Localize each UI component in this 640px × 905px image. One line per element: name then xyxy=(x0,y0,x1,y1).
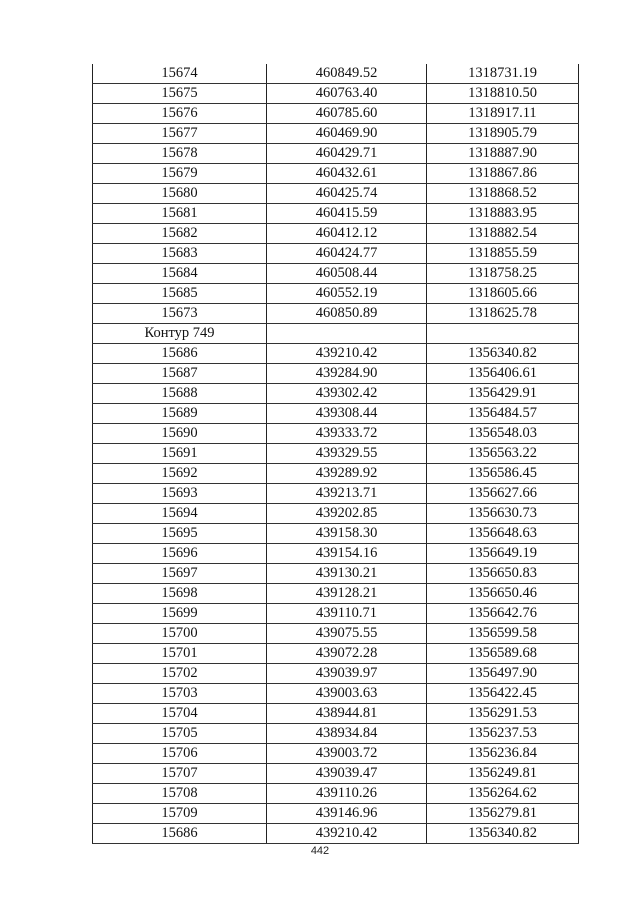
x-coordinate-cell: 460429.71 xyxy=(267,144,427,164)
y-coordinate-cell: 1356589.68 xyxy=(427,644,579,664)
y-coordinate-cell: 1318605.66 xyxy=(427,284,579,304)
contour-header-row xyxy=(93,324,579,344)
point-number-cell: 15682 xyxy=(93,224,267,244)
table-row xyxy=(93,204,579,224)
y-coordinate-cell: 1318917.11 xyxy=(427,104,579,124)
point-number-cell: 15706 xyxy=(93,744,267,764)
y-coordinate-cell: 1356291.53 xyxy=(427,704,579,724)
x-coordinate-cell: 439202.85 xyxy=(267,504,427,524)
point-number-cell: 15705 xyxy=(93,724,267,744)
point-number-cell: 15674 xyxy=(93,64,267,84)
y-coordinate-cell: 1356236.84 xyxy=(427,744,579,764)
point-number-cell: 15681 xyxy=(93,204,267,224)
point-number-cell: 15694 xyxy=(93,504,267,524)
table-row xyxy=(93,384,579,404)
table-row xyxy=(93,164,579,184)
y-coordinate-cell: 1356484.57 xyxy=(427,404,579,424)
x-coordinate-cell: 460425.74 xyxy=(267,184,427,204)
table-row xyxy=(93,684,579,704)
x-coordinate-cell: 439213.71 xyxy=(267,484,427,504)
point-number-cell: 15676 xyxy=(93,104,267,124)
x-coordinate-cell: 460415.59 xyxy=(267,204,427,224)
x-coordinate-cell: 460552.19 xyxy=(267,284,427,304)
point-number-cell: 15673 xyxy=(93,304,267,324)
y-coordinate-cell: 1318625.78 xyxy=(427,304,579,324)
x-coordinate-cell: 439154.16 xyxy=(267,544,427,564)
table-row xyxy=(93,484,579,504)
y-coordinate-cell: 1318867.86 xyxy=(427,164,579,184)
point-number-cell: 15690 xyxy=(93,424,267,444)
empty-cell xyxy=(267,324,427,344)
table-row xyxy=(93,264,579,284)
x-coordinate-cell: 460763.40 xyxy=(267,84,427,104)
x-coordinate-cell: 460432.61 xyxy=(267,164,427,184)
point-number-cell: 15679 xyxy=(93,164,267,184)
point-number-cell: 15687 xyxy=(93,364,267,384)
point-number-cell: 15689 xyxy=(93,404,267,424)
coordinates-table-body xyxy=(93,64,579,844)
table-row xyxy=(93,364,579,384)
table-row xyxy=(93,124,579,144)
y-coordinate-cell: 1356429.91 xyxy=(427,384,579,404)
point-number-cell: 15678 xyxy=(93,144,267,164)
table-row xyxy=(93,784,579,804)
table-row xyxy=(93,644,579,664)
y-coordinate-cell: 1356340.82 xyxy=(427,344,579,364)
point-number-cell: 15686 xyxy=(93,344,267,364)
point-number-cell: 15692 xyxy=(93,464,267,484)
point-number-cell: 15698 xyxy=(93,584,267,604)
y-coordinate-cell: 1318887.90 xyxy=(427,144,579,164)
y-coordinate-cell: 1356237.53 xyxy=(427,724,579,744)
y-coordinate-cell: 1356264.62 xyxy=(427,784,579,804)
point-number-cell: 15677 xyxy=(93,124,267,144)
x-coordinate-cell: 439110.71 xyxy=(267,604,427,624)
y-coordinate-cell: 1356279.81 xyxy=(427,804,579,824)
table-row xyxy=(93,104,579,124)
point-number-cell: 15680 xyxy=(93,184,267,204)
y-coordinate-cell: 1356642.76 xyxy=(427,604,579,624)
y-coordinate-cell: 1356406.61 xyxy=(427,364,579,384)
y-coordinate-cell: 1318868.52 xyxy=(427,184,579,204)
y-coordinate-cell: 1356648.63 xyxy=(427,524,579,544)
point-number-cell: 15696 xyxy=(93,544,267,564)
table-row xyxy=(93,184,579,204)
table-row xyxy=(93,144,579,164)
y-coordinate-cell: 1356650.83 xyxy=(427,564,579,584)
table-row xyxy=(93,444,579,464)
table-row xyxy=(93,664,579,684)
table-row xyxy=(93,404,579,424)
contour-label: Контур 749 xyxy=(93,324,267,344)
y-coordinate-cell: 1318855.59 xyxy=(427,244,579,264)
point-number-cell: 15707 xyxy=(93,764,267,784)
x-coordinate-cell: 439039.47 xyxy=(267,764,427,784)
y-coordinate-cell: 1356599.58 xyxy=(427,624,579,644)
point-number-cell: 15701 xyxy=(93,644,267,664)
x-coordinate-cell: 460849.52 xyxy=(267,64,427,84)
x-coordinate-cell: 439003.72 xyxy=(267,744,427,764)
table-row xyxy=(93,304,579,324)
y-coordinate-cell: 1356340.82 xyxy=(427,824,579,844)
point-number-cell: 15709 xyxy=(93,804,267,824)
table-row xyxy=(93,604,579,624)
point-number-cell: 15675 xyxy=(93,84,267,104)
table-row xyxy=(93,824,579,844)
point-number-cell: 15693 xyxy=(93,484,267,504)
x-coordinate-cell: 439158.30 xyxy=(267,524,427,544)
point-number-cell: 15704 xyxy=(93,704,267,724)
empty-cell xyxy=(427,324,579,344)
table-row xyxy=(93,284,579,304)
page-number: 442 xyxy=(310,845,330,857)
table-row xyxy=(93,224,579,244)
x-coordinate-cell: 439333.72 xyxy=(267,424,427,444)
point-number-cell: 15683 xyxy=(93,244,267,264)
table-row xyxy=(93,624,579,644)
x-coordinate-cell: 460508.44 xyxy=(267,264,427,284)
point-number-cell: 15684 xyxy=(93,264,267,284)
x-coordinate-cell: 439210.42 xyxy=(267,824,427,844)
y-coordinate-cell: 1356586.45 xyxy=(427,464,579,484)
table-row xyxy=(93,344,579,364)
table-row xyxy=(93,804,579,824)
y-coordinate-cell: 1318883.95 xyxy=(427,204,579,224)
table-row xyxy=(93,564,579,584)
y-coordinate-cell: 1356249.81 xyxy=(427,764,579,784)
y-coordinate-cell: 1356649.19 xyxy=(427,544,579,564)
table-row xyxy=(93,504,579,524)
y-coordinate-cell: 1318810.50 xyxy=(427,84,579,104)
point-number-cell: 15688 xyxy=(93,384,267,404)
y-coordinate-cell: 1318882.54 xyxy=(427,224,579,244)
table-row xyxy=(93,524,579,544)
y-coordinate-cell: 1318905.79 xyxy=(427,124,579,144)
x-coordinate-cell: 460469.90 xyxy=(267,124,427,144)
x-coordinate-cell: 438934.84 xyxy=(267,724,427,744)
table-row xyxy=(93,544,579,564)
y-coordinate-cell: 1356627.66 xyxy=(427,484,579,504)
y-coordinate-cell: 1356650.46 xyxy=(427,584,579,604)
x-coordinate-cell: 439003.63 xyxy=(267,684,427,704)
x-coordinate-cell: 439039.97 xyxy=(267,664,427,684)
x-coordinate-cell: 439130.21 xyxy=(267,564,427,584)
x-coordinate-cell: 439289.92 xyxy=(267,464,427,484)
x-coordinate-cell: 439329.55 xyxy=(267,444,427,464)
x-coordinate-cell: 439072.28 xyxy=(267,644,427,664)
y-coordinate-cell: 1356548.03 xyxy=(427,424,579,444)
table-row xyxy=(93,724,579,744)
x-coordinate-cell: 438944.81 xyxy=(267,704,427,724)
point-number-cell: 15708 xyxy=(93,784,267,804)
x-coordinate-cell: 439308.44 xyxy=(267,404,427,424)
point-number-cell: 15703 xyxy=(93,684,267,704)
x-coordinate-cell: 460850.89 xyxy=(267,304,427,324)
point-number-cell: 15686 xyxy=(93,824,267,844)
x-coordinate-cell: 460424.77 xyxy=(267,244,427,264)
point-number-cell: 15700 xyxy=(93,624,267,644)
x-coordinate-cell: 439128.21 xyxy=(267,584,427,604)
y-coordinate-cell: 1318758.25 xyxy=(427,264,579,284)
y-coordinate-cell: 1356563.22 xyxy=(427,444,579,464)
table-row xyxy=(93,464,579,484)
x-coordinate-cell: 439210.42 xyxy=(267,344,427,364)
table-row xyxy=(93,584,579,604)
x-coordinate-cell: 460785.60 xyxy=(267,104,427,124)
x-coordinate-cell: 439110.26 xyxy=(267,784,427,804)
table-row xyxy=(93,64,579,84)
coordinates-table xyxy=(92,64,579,844)
x-coordinate-cell: 439302.42 xyxy=(267,384,427,404)
point-number-cell: 15685 xyxy=(93,284,267,304)
point-number-cell: 15699 xyxy=(93,604,267,624)
y-coordinate-cell: 1356422.45 xyxy=(427,684,579,704)
point-number-cell: 15702 xyxy=(93,664,267,684)
table-row xyxy=(93,704,579,724)
point-number-cell: 15697 xyxy=(93,564,267,584)
x-coordinate-cell: 439146.96 xyxy=(267,804,427,824)
table-row xyxy=(93,764,579,784)
x-coordinate-cell: 439075.55 xyxy=(267,624,427,644)
y-coordinate-cell: 1356630.73 xyxy=(427,504,579,524)
table-row xyxy=(93,424,579,444)
point-number-cell: 15695 xyxy=(93,524,267,544)
y-coordinate-cell: 1318731.19 xyxy=(427,64,579,84)
x-coordinate-cell: 439284.90 xyxy=(267,364,427,384)
point-number-cell: 15691 xyxy=(93,444,267,464)
x-coordinate-cell: 460412.12 xyxy=(267,224,427,244)
table-row xyxy=(93,244,579,264)
y-coordinate-cell: 1356497.90 xyxy=(427,664,579,684)
table-row xyxy=(93,84,579,104)
table-row xyxy=(93,744,579,764)
